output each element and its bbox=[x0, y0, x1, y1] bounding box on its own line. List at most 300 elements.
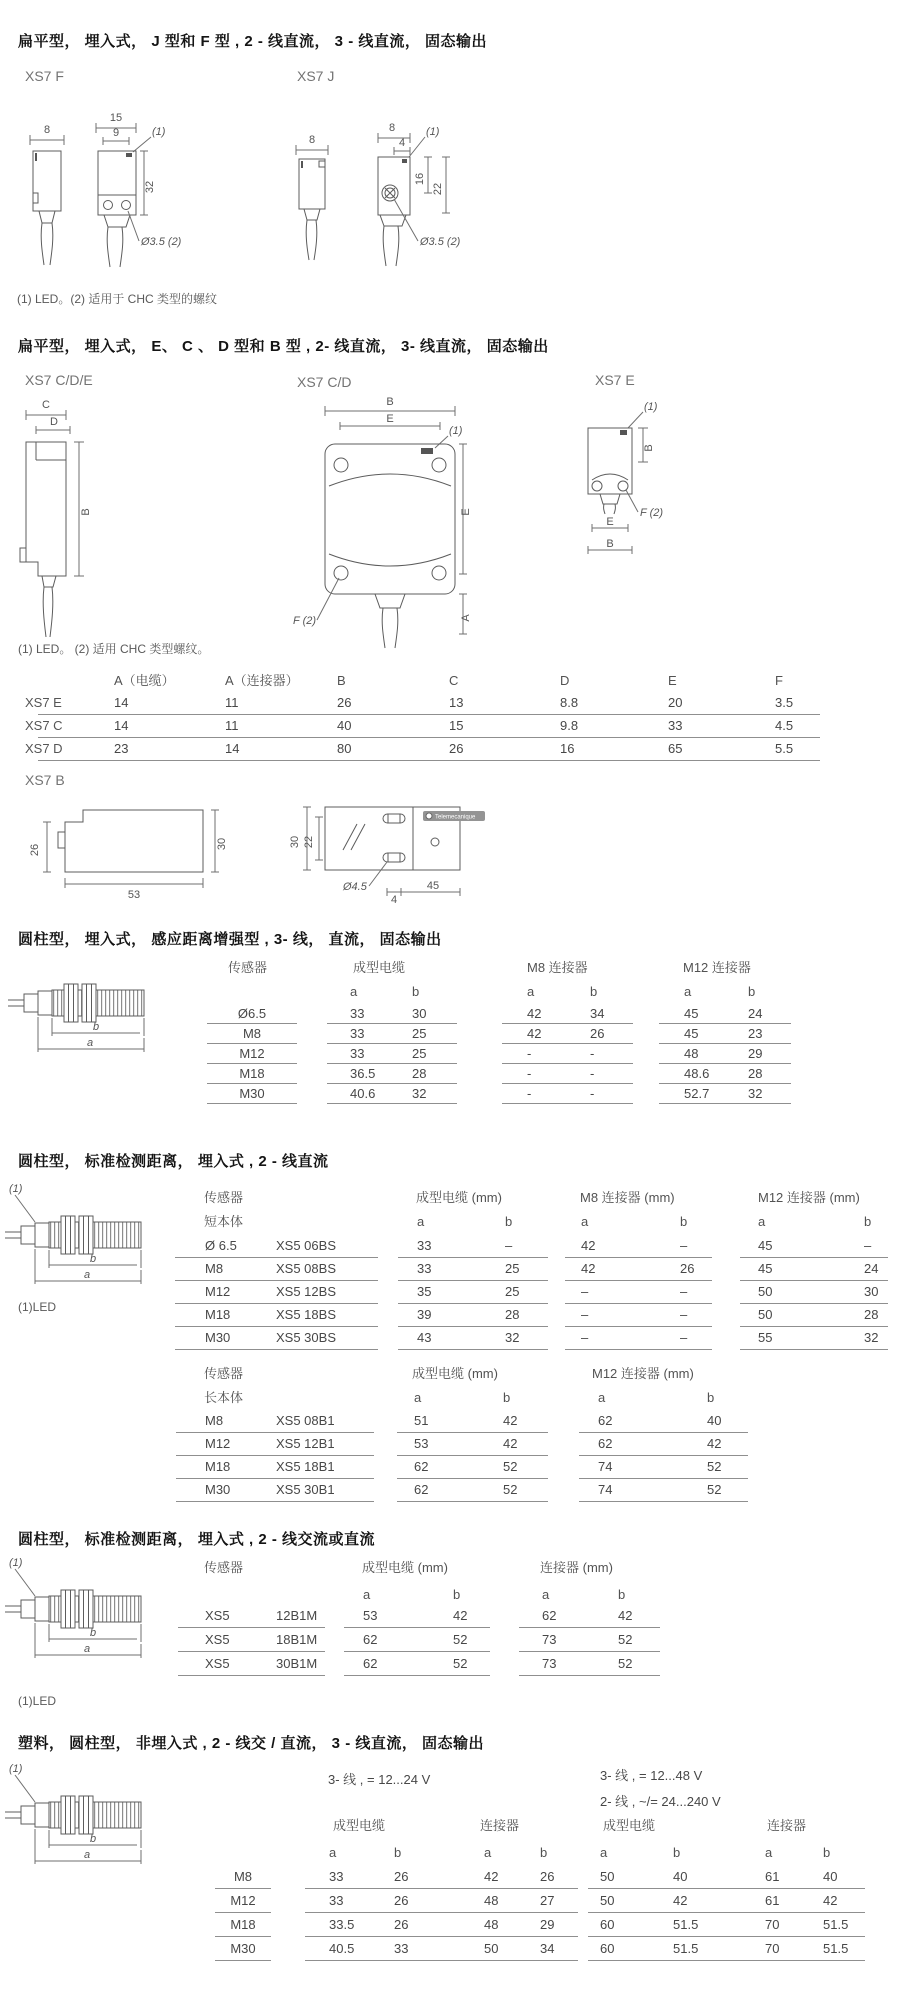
col-header: C bbox=[449, 673, 459, 688]
sensor-size-cell: M12 bbox=[239, 1046, 265, 1061]
cylindrical-sensor-diagram-led bbox=[5, 1760, 150, 1872]
value-cell: 50 bbox=[758, 1284, 773, 1299]
value-cell: 42 bbox=[503, 1413, 518, 1428]
dim-label: a bbox=[83, 1269, 91, 1281]
value-cell: 20 bbox=[668, 695, 683, 710]
value-cell: 42 bbox=[503, 1436, 518, 1451]
sensor-size-cell: M8 bbox=[242, 1026, 262, 1041]
value-cell: 25 bbox=[412, 1046, 427, 1061]
row-underline bbox=[175, 1257, 378, 1258]
voltage-spec-right-1: 3- 线 , = 12...48 V bbox=[600, 1768, 703, 1783]
led-callout: (1) bbox=[9, 1183, 23, 1195]
value-cell: 50 bbox=[600, 1893, 615, 1908]
value-cell: 26 bbox=[680, 1261, 695, 1276]
value-cell: 33 bbox=[417, 1261, 432, 1276]
col-header-cable: 成型电缆 (mm) bbox=[412, 1366, 498, 1381]
led-callout: (1) bbox=[449, 425, 463, 437]
reference-cell: XS5 30B1 bbox=[276, 1482, 335, 1497]
row-underline bbox=[327, 1063, 457, 1064]
series-cell: XS5 bbox=[205, 1632, 230, 1647]
value-cell: 32 bbox=[412, 1086, 427, 1101]
value-cell: 48 bbox=[484, 1893, 499, 1908]
table-row bbox=[0, 741, 900, 764]
table-row bbox=[0, 1307, 900, 1330]
value-cell: 45 bbox=[758, 1238, 773, 1253]
value-cell: 42 bbox=[823, 1893, 838, 1908]
value-cell: 33 bbox=[329, 1869, 344, 1884]
col-header: E bbox=[668, 673, 677, 688]
col-header-m12: M12 连接器 (mm) bbox=[758, 1190, 860, 1205]
value-cell: 42 bbox=[673, 1893, 688, 1908]
table-row bbox=[0, 1917, 900, 1941]
table-rows bbox=[0, 1006, 900, 1106]
table-row bbox=[0, 1261, 900, 1284]
row-underline bbox=[519, 1627, 660, 1628]
value-cell: 11 bbox=[225, 718, 239, 733]
table-row bbox=[0, 1284, 900, 1307]
value-cell: 65 bbox=[668, 741, 683, 756]
row-underline bbox=[398, 1303, 548, 1304]
col-header-sensor: 传感器 bbox=[204, 1560, 244, 1575]
value-cell: - bbox=[527, 1086, 532, 1101]
table-row bbox=[0, 1238, 900, 1261]
dim-label: 4 bbox=[390, 894, 398, 906]
led-callout: (1) bbox=[426, 126, 440, 138]
table-rows bbox=[0, 1608, 900, 1680]
col-header: A（电缆） bbox=[114, 673, 175, 688]
sensor-size-cell: M12 bbox=[205, 1436, 231, 1451]
dim-label: E bbox=[606, 516, 614, 528]
sensor-size-cell: M30 bbox=[239, 1086, 265, 1101]
value-cell: 62 bbox=[363, 1656, 378, 1671]
value-cell: 9.8 bbox=[560, 718, 579, 733]
value-cell: 42 bbox=[618, 1608, 633, 1623]
row-underline bbox=[344, 1627, 490, 1628]
value-cell: 42 bbox=[484, 1869, 499, 1884]
col-header-cable: 成型电缆 bbox=[603, 1818, 656, 1833]
row-underline bbox=[38, 760, 820, 761]
value-cell: 51.5 bbox=[673, 1941, 699, 1956]
col-header-connector: 连接器 (mm) bbox=[540, 1560, 613, 1575]
value-cell: 24 bbox=[748, 1006, 763, 1021]
row-underline bbox=[175, 1280, 378, 1281]
value-cell: 33 bbox=[394, 1941, 409, 1956]
thread-callout: F (2) bbox=[293, 615, 317, 627]
sensor-size-cell: M12 bbox=[230, 1893, 256, 1908]
value-cell: 40.5 bbox=[329, 1941, 355, 1956]
model-label-xs7b: XS7 B bbox=[25, 772, 65, 788]
row-underline bbox=[178, 1675, 325, 1676]
value-cell: 26 bbox=[394, 1917, 409, 1932]
xs7f-dimension-drawing bbox=[20, 95, 205, 267]
value-cell: 33 bbox=[350, 1006, 365, 1021]
dim-label: B bbox=[80, 508, 92, 516]
col-header: B bbox=[337, 673, 346, 688]
row-underline bbox=[305, 1936, 578, 1937]
value-cell: 52 bbox=[453, 1656, 468, 1671]
row-underline bbox=[502, 1063, 633, 1064]
reference-cell: XS5 30BS bbox=[276, 1330, 336, 1345]
section5-footnote: (1)LED bbox=[18, 1694, 57, 1708]
xs7j-dimension-drawing bbox=[290, 95, 480, 267]
col-header-m12: M12 连接器 bbox=[683, 960, 751, 975]
row-underline bbox=[502, 1083, 633, 1084]
col-a: a bbox=[527, 984, 535, 999]
row-underline bbox=[175, 1349, 378, 1350]
table-row bbox=[0, 1330, 900, 1353]
model-label-xs7j: XS7 J bbox=[297, 68, 335, 84]
led-callout: (1) bbox=[152, 126, 166, 138]
value-cell: 52 bbox=[503, 1482, 518, 1497]
value-cell: 80 bbox=[337, 741, 352, 756]
value-cell: 26 bbox=[337, 695, 352, 710]
dim-label: C bbox=[42, 399, 50, 411]
row-underline bbox=[397, 1501, 548, 1502]
col-header-sensor: 传感器 bbox=[204, 1366, 244, 1381]
value-cell: – bbox=[581, 1330, 589, 1345]
value-cell: 70 bbox=[765, 1941, 780, 1956]
dim-label: 53 bbox=[127, 889, 141, 901]
led-callout: (1) bbox=[9, 1763, 23, 1775]
row-underline bbox=[579, 1478, 748, 1479]
row-underline bbox=[565, 1326, 712, 1327]
table-row bbox=[0, 1869, 900, 1893]
row-underline bbox=[176, 1478, 374, 1479]
value-cell: 15 bbox=[449, 718, 464, 733]
row-underline bbox=[327, 1043, 457, 1044]
value-cell: 27 bbox=[540, 1893, 555, 1908]
value-cell: 36.5 bbox=[350, 1066, 376, 1081]
value-cell: 52 bbox=[453, 1632, 468, 1647]
table-rows bbox=[0, 695, 900, 764]
value-cell: 34 bbox=[590, 1006, 605, 1021]
dim-label: b bbox=[92, 1021, 100, 1033]
dim-label: B bbox=[386, 396, 394, 408]
table-row bbox=[0, 1893, 900, 1917]
reference-cell: 18B1M bbox=[276, 1632, 318, 1647]
sensor-size-cell: Ø6.5 bbox=[237, 1006, 267, 1021]
row-underline bbox=[398, 1280, 548, 1281]
reference-cell: XS5 18B1 bbox=[276, 1459, 335, 1474]
value-cell: 13 bbox=[449, 695, 464, 710]
thread-callout: F (2) bbox=[640, 507, 664, 519]
value-cell: 52 bbox=[618, 1632, 633, 1647]
led-callout: (1) bbox=[9, 1557, 23, 1569]
sensor-size-cell: M8 bbox=[205, 1413, 224, 1428]
table-row bbox=[0, 1459, 900, 1482]
row-underline bbox=[327, 1103, 457, 1104]
col-b: b bbox=[503, 1390, 511, 1405]
row-underline bbox=[579, 1455, 748, 1456]
row-underline bbox=[207, 1023, 297, 1024]
value-cell: 26 bbox=[394, 1893, 409, 1908]
col-a: a bbox=[542, 1587, 550, 1602]
row-underline bbox=[327, 1023, 457, 1024]
table-row bbox=[0, 1066, 900, 1086]
row-underline bbox=[175, 1303, 378, 1304]
dim-label: b bbox=[89, 1627, 97, 1639]
row-underline bbox=[565, 1257, 712, 1258]
col-header-m12: M12 连接器 (mm) bbox=[592, 1366, 694, 1381]
value-cell: 33.5 bbox=[329, 1917, 355, 1932]
xs7b-front-drawing bbox=[289, 792, 500, 906]
col-b: b bbox=[680, 1214, 688, 1229]
dim-label: b bbox=[89, 1833, 97, 1845]
value-cell: 28 bbox=[864, 1307, 879, 1322]
value-cell: 29 bbox=[748, 1046, 763, 1061]
section2-heading: 扁平型， 埋入式， E、 C 、 D 型和 B 型 , 2- 线直流， 3- 线直流， 固态输出 bbox=[18, 338, 549, 355]
value-cell: 23 bbox=[748, 1026, 763, 1041]
row-underline bbox=[588, 1960, 865, 1961]
value-cell: 28 bbox=[505, 1307, 520, 1322]
value-cell: 4.5 bbox=[775, 718, 794, 733]
value-cell: 42 bbox=[707, 1436, 722, 1451]
voltage-spec-right-2: 2- 线 , ~/= 24...240 V bbox=[600, 1794, 721, 1809]
dim-label: E bbox=[386, 413, 394, 425]
dim-label: A bbox=[460, 614, 472, 622]
table-row bbox=[0, 1006, 900, 1026]
row-underline bbox=[659, 1043, 791, 1044]
row-underline bbox=[502, 1023, 633, 1024]
value-cell: 62 bbox=[414, 1459, 429, 1474]
value-cell: 53 bbox=[363, 1608, 378, 1623]
value-cell: 50 bbox=[758, 1307, 773, 1322]
table-row bbox=[0, 1656, 900, 1680]
table-row bbox=[0, 1413, 900, 1436]
table-row bbox=[0, 1086, 900, 1106]
row-underline bbox=[579, 1501, 748, 1502]
reference-cell: 30B1M bbox=[276, 1656, 318, 1671]
value-cell: 23 bbox=[114, 741, 129, 756]
value-cell: 26 bbox=[449, 741, 464, 756]
xs7e-dimension-drawing bbox=[560, 398, 685, 560]
col-a: a bbox=[329, 1845, 337, 1860]
col-b: b bbox=[453, 1587, 461, 1602]
table-row bbox=[0, 1608, 900, 1632]
value-cell: 30 bbox=[412, 1006, 427, 1021]
row-underline bbox=[740, 1257, 888, 1258]
hole-callout: Ø3.5 (2) bbox=[141, 236, 182, 248]
col-header: D bbox=[560, 673, 570, 688]
value-cell: 14 bbox=[114, 695, 129, 710]
value-cell: 42 bbox=[581, 1238, 596, 1253]
col-header: F bbox=[775, 673, 783, 688]
value-cell: 40.6 bbox=[350, 1086, 376, 1101]
col-b: b bbox=[618, 1587, 626, 1602]
col-header-connector: 连接器 bbox=[480, 1818, 520, 1833]
sensor-size-cell: M8 bbox=[233, 1869, 253, 1884]
col-b: b bbox=[590, 984, 598, 999]
table-row bbox=[0, 1436, 900, 1459]
sensor-size-cell: M30 bbox=[205, 1482, 231, 1497]
value-cell: 52 bbox=[707, 1459, 722, 1474]
dim-label: 30 bbox=[289, 835, 301, 849]
table-rows bbox=[0, 1413, 900, 1505]
section4-heading: 圆柱型， 标准检测距离， 埋入式 , 2 - 线直流 bbox=[18, 1153, 329, 1170]
row-underline bbox=[344, 1651, 490, 1652]
table-row bbox=[0, 718, 900, 741]
value-cell: 48 bbox=[684, 1046, 699, 1061]
col-header-connector: 连接器 bbox=[767, 1818, 807, 1833]
value-cell: 30 bbox=[864, 1284, 879, 1299]
brand-name: Telemecanique bbox=[435, 814, 476, 821]
table-row bbox=[0, 1482, 900, 1505]
value-cell: 61 bbox=[765, 1893, 780, 1908]
value-cell: 42 bbox=[527, 1026, 542, 1041]
value-cell: 40 bbox=[673, 1869, 688, 1884]
col-b: b bbox=[707, 1390, 715, 1405]
row-underline bbox=[305, 1960, 578, 1961]
value-cell: 40 bbox=[823, 1869, 838, 1884]
value-cell: 40 bbox=[707, 1413, 722, 1428]
row-underline bbox=[207, 1063, 297, 1064]
value-cell: 33 bbox=[350, 1046, 365, 1061]
dim-label: 8 bbox=[388, 122, 396, 134]
table-row bbox=[0, 695, 900, 718]
row-underline bbox=[740, 1326, 888, 1327]
value-cell: 26 bbox=[590, 1026, 605, 1041]
value-cell: 51.5 bbox=[823, 1917, 849, 1932]
dim-label: E bbox=[460, 508, 472, 516]
dim-label: 15 bbox=[109, 112, 123, 124]
value-cell: – bbox=[581, 1284, 589, 1299]
row-underline bbox=[588, 1936, 865, 1937]
value-cell: 73 bbox=[542, 1632, 557, 1647]
value-cell: 8.8 bbox=[560, 695, 579, 710]
row-underline bbox=[207, 1103, 297, 1104]
dim-label: B bbox=[643, 444, 655, 452]
row-underline bbox=[397, 1455, 548, 1456]
value-cell: 50 bbox=[600, 1869, 615, 1884]
col-header-sensor: 传感器 bbox=[204, 1190, 244, 1205]
dim-label: B bbox=[606, 538, 614, 550]
row-underline bbox=[519, 1675, 660, 1676]
value-cell: – bbox=[680, 1330, 688, 1345]
col-a: a bbox=[350, 984, 358, 999]
value-cell: - bbox=[590, 1046, 595, 1061]
row-underline bbox=[740, 1303, 888, 1304]
value-cell: 32 bbox=[748, 1086, 763, 1101]
value-cell: 42 bbox=[527, 1006, 542, 1021]
row-underline bbox=[38, 737, 820, 738]
dim-label: 26 bbox=[29, 843, 41, 857]
row-underline bbox=[215, 1936, 271, 1937]
dim-label: 9 bbox=[112, 127, 120, 139]
dim-label: a bbox=[83, 1643, 91, 1655]
section1-footnote: (1) LED。(2) 适用于 CHC 类型的螺纹 bbox=[17, 292, 218, 306]
row-underline bbox=[38, 714, 820, 715]
row-underline bbox=[207, 1043, 297, 1044]
body-type-label: 长本体 bbox=[204, 1390, 244, 1405]
row-underline bbox=[398, 1326, 548, 1327]
dim-label: 45 bbox=[426, 880, 440, 892]
value-cell: 25 bbox=[412, 1026, 427, 1041]
row-underline bbox=[659, 1103, 791, 1104]
value-cell: 32 bbox=[864, 1330, 879, 1345]
value-cell: 60 bbox=[600, 1941, 615, 1956]
model-label-xs7cde: XS7 C/D/E bbox=[25, 372, 93, 388]
dim-label: a bbox=[86, 1037, 94, 1049]
section4-footnote: (1)LED bbox=[18, 1300, 57, 1314]
table-rows bbox=[0, 1238, 900, 1353]
value-cell: 33 bbox=[417, 1238, 432, 1253]
row-underline bbox=[565, 1280, 712, 1281]
value-cell: 52 bbox=[503, 1459, 518, 1474]
row-underline bbox=[502, 1043, 633, 1044]
row-underline bbox=[215, 1912, 271, 1913]
sensor-size-cell: Ø 6.5 bbox=[205, 1238, 237, 1253]
value-cell: 28 bbox=[412, 1066, 427, 1081]
row-underline bbox=[215, 1960, 271, 1961]
value-cell: 70 bbox=[765, 1917, 780, 1932]
row-underline bbox=[740, 1349, 888, 1350]
col-a: a bbox=[414, 1390, 422, 1405]
row-underline bbox=[207, 1083, 297, 1084]
value-cell: 51.5 bbox=[673, 1917, 699, 1932]
row-underline bbox=[176, 1432, 374, 1433]
value-cell: 25 bbox=[505, 1284, 520, 1299]
col-b: b bbox=[673, 1845, 681, 1860]
value-cell: 45 bbox=[758, 1261, 773, 1276]
sensor-size-cell: M18 bbox=[230, 1917, 256, 1932]
row-underline bbox=[305, 1888, 578, 1889]
sensor-size-cell: M18 bbox=[205, 1459, 231, 1474]
value-cell: – bbox=[505, 1238, 513, 1253]
row-underline bbox=[397, 1432, 548, 1433]
dim-label: 8 bbox=[43, 124, 51, 136]
value-cell: 52 bbox=[707, 1482, 722, 1497]
value-cell: 45 bbox=[684, 1006, 699, 1021]
model-label-xs7f: XS7 F bbox=[25, 68, 64, 84]
row-label: XS7 C bbox=[25, 718, 63, 733]
value-cell: 48.6 bbox=[684, 1066, 710, 1081]
row-underline bbox=[215, 1888, 271, 1889]
row-underline bbox=[175, 1326, 378, 1327]
brand-logo-icon bbox=[426, 813, 432, 819]
col-b: b bbox=[505, 1214, 513, 1229]
sensor-size-cell: M30 bbox=[230, 1941, 256, 1956]
row-underline bbox=[565, 1349, 712, 1350]
value-cell: 52 bbox=[618, 1656, 633, 1671]
section5-heading: 圆柱型， 标准检测距离， 埋入式 , 2 - 线交流或直流 bbox=[18, 1531, 376, 1548]
led-callout: (1) bbox=[644, 401, 658, 413]
row-underline bbox=[178, 1627, 325, 1628]
sensor-size-cell: M12 bbox=[205, 1284, 231, 1299]
value-cell: 74 bbox=[598, 1459, 613, 1474]
value-cell: 42 bbox=[453, 1608, 468, 1623]
value-cell: 39 bbox=[417, 1307, 432, 1322]
reference-cell: 12B1M bbox=[276, 1608, 318, 1623]
table-rows bbox=[0, 1869, 900, 1965]
value-cell: 74 bbox=[598, 1482, 613, 1497]
col-a: a bbox=[363, 1587, 371, 1602]
hole-callout: Ø4.5 bbox=[343, 881, 367, 893]
sensor-size-cell: M8 bbox=[205, 1261, 224, 1276]
value-cell: 3.5 bbox=[775, 695, 794, 710]
value-cell: 24 bbox=[864, 1261, 879, 1276]
sensor-size-cell: M30 bbox=[205, 1330, 231, 1345]
col-a: a bbox=[758, 1214, 766, 1229]
dim-label: b bbox=[89, 1253, 97, 1265]
reference-cell: XS5 06BS bbox=[276, 1238, 336, 1253]
reference-cell: XS5 08BS bbox=[276, 1261, 336, 1276]
value-cell: 35 bbox=[417, 1284, 432, 1299]
dim-label: 4 bbox=[398, 137, 406, 149]
value-cell: 61 bbox=[765, 1869, 780, 1884]
row-underline bbox=[344, 1675, 490, 1676]
value-cell: - bbox=[590, 1066, 595, 1081]
row-underline bbox=[588, 1912, 865, 1913]
